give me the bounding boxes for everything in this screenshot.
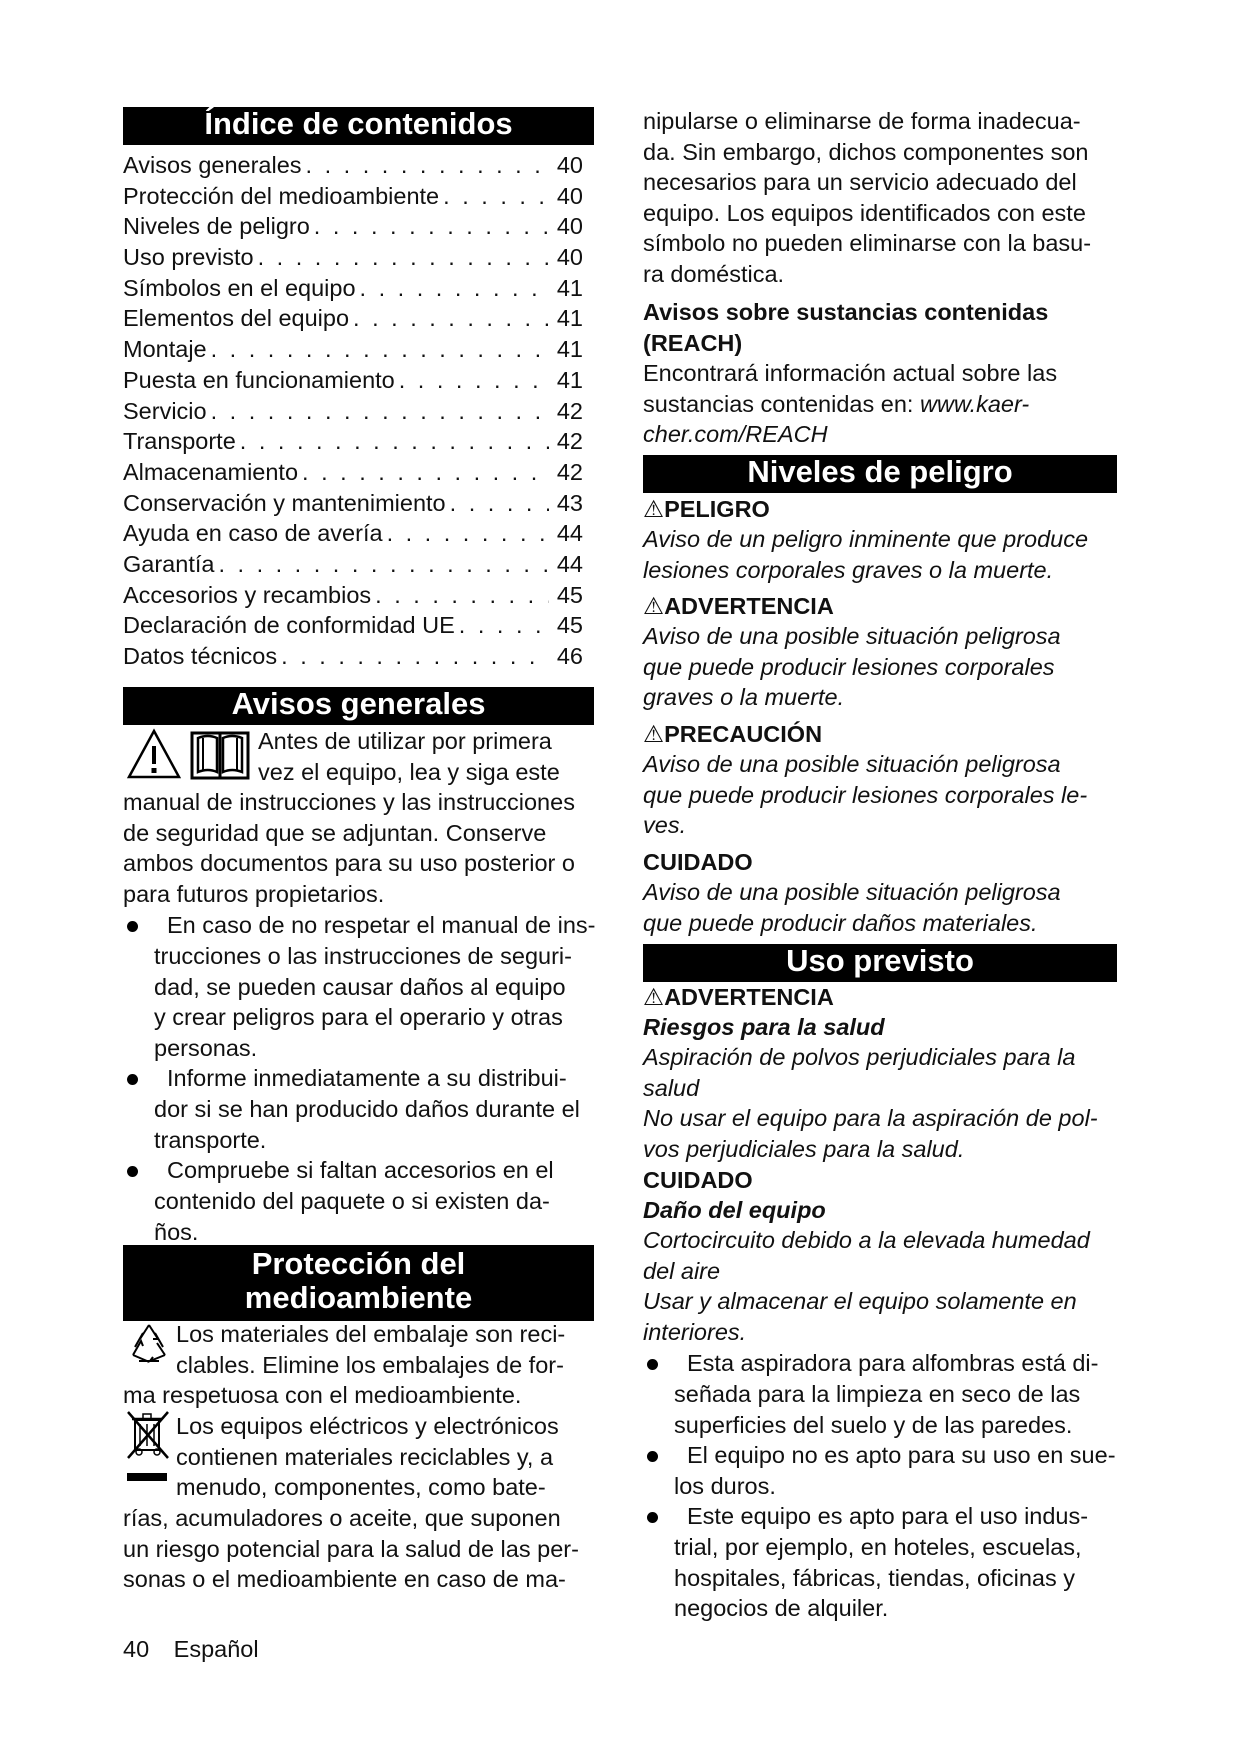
toc-dot-leader <box>240 426 549 456</box>
reach-heading: Avisos sobre sustancias contenidas (REACH) <box>643 299 1049 356</box>
toc-entry-page: 45 <box>556 612 583 639</box>
toc-entry <box>123 396 583 427</box>
toc-entry <box>123 365 583 396</box>
toc-entry <box>123 549 583 580</box>
toc-dot-leader <box>306 150 549 180</box>
toc-entry-page: 42 <box>556 458 583 485</box>
toc-entry <box>123 181 583 212</box>
toc-entry-label: Accesorios y recambios <box>123 581 372 608</box>
toc-dot-leader <box>459 610 549 640</box>
toc-entry-label: Puesta en funcionamiento <box>123 366 395 393</box>
footer-language: Español <box>173 1636 259 1662</box>
toc-entry <box>123 426 583 457</box>
toc-entry-page: 40 <box>556 152 583 178</box>
page-number: 40 <box>123 1636 150 1662</box>
toc-dot-leader <box>314 211 549 241</box>
bullet-icon <box>127 1074 138 1085</box>
toc-entry <box>123 273 583 304</box>
toc-entry-label: Uso previsto <box>123 244 254 271</box>
use-damage-text: Cortocircuito debido a la elevada humedad del aire Usar y almacenar el equipo solamente en interiores. <box>643 1227 1090 1345</box>
toc-heading: Índice de contenidos <box>123 107 594 145</box>
toc-entry <box>123 641 583 672</box>
toc-entry-label: Niveles de peligro <box>123 213 310 240</box>
toc-entry-label: Garantía <box>123 550 215 577</box>
toc-dot-leader <box>211 396 549 426</box>
bullet-icon <box>647 1451 658 1462</box>
toc-entry <box>123 518 583 549</box>
toc-entry-label: Símbolos en el equipo <box>123 274 356 301</box>
toc-entry-label: Avisos generales <box>123 152 302 178</box>
recycle-icon <box>127 1321 171 1372</box>
use-risk-heading: Riesgos para la salud <box>643 1014 885 1040</box>
bullet-icon <box>647 1359 658 1370</box>
danger-heading-peligro: ⚠PELIGRO <box>643 496 770 522</box>
toc-dot-leader <box>443 181 549 211</box>
toc-entry-label: Elementos del equipo <box>123 305 350 332</box>
general-intro-b: manual de instrucciones y las instrucciones de seguridad que se adjuntan. Conserve ambos documentos para su uso posterior o para futuros propietarios. <box>123 789 575 907</box>
toc-dot-leader <box>387 518 549 548</box>
general-intro-a: Antes de utilizar por primera vez el equipo, lea y siga este <box>258 728 560 785</box>
toc-entry-page: 45 <box>556 581 583 608</box>
bullet-icon <box>127 1166 138 1177</box>
toc-dot-leader <box>375 580 549 610</box>
toc-entry-page: 44 <box>556 520 583 547</box>
use-heading-cuidado: CUIDADO <box>643 1167 753 1193</box>
toc-dot-leader <box>258 242 549 272</box>
toc-entry-label: Declaración de conformidad UE <box>123 612 455 639</box>
env-paragraph-1a: Los materiales del embalaje son reci- clables. Elimine los embalajes de for- <box>176 1321 566 1378</box>
toc-dot-leader <box>302 457 549 487</box>
open-book-icon <box>190 728 250 787</box>
toc-dot-leader <box>218 549 549 579</box>
toc-dot-leader <box>360 273 549 303</box>
toc-entry <box>123 580 583 611</box>
warning-triangle-icon: ⚠ <box>643 593 665 619</box>
section-heading-danger-levels: Niveles de peligro <box>643 455 1117 493</box>
toc-dot-leader <box>281 641 549 671</box>
toc-entry <box>123 488 583 519</box>
section-heading-general-notices: Avisos generales <box>123 687 594 725</box>
toc-entry-page: 40 <box>556 182 583 209</box>
toc-entry <box>123 334 583 365</box>
warning-triangle-icon <box>126 728 182 785</box>
danger-text-advertencia: Aviso de una posible situación peligrosa que puede producir lesiones corporales graves o la muerte. <box>643 623 1061 711</box>
toc-entry-label: Servicio <box>123 397 207 424</box>
toc-entry <box>123 211 583 242</box>
use-risk-text: Aspiración de polvos perjudiciales para la salud No usar el equipo para la aspiración de pol- vos perjudiciales para la salud. <box>643 1044 1098 1162</box>
toc-entry-page: 41 <box>556 366 583 393</box>
toc-entry-page: 41 <box>556 274 583 301</box>
toc-entry-label: Datos técnicos <box>123 643 278 669</box>
toc-entry <box>123 457 583 488</box>
toc-entry-page: 42 <box>556 397 583 424</box>
toc-dot-leader <box>399 365 549 395</box>
toc-entry <box>123 303 583 334</box>
toc-entry <box>123 242 583 273</box>
env-paragraph-2a: Los equipos eléctricos y electrónicos contienen materiales reciclables y, a menudo, componentes, como bate- <box>176 1413 559 1501</box>
toc-entry-page: 44 <box>556 550 583 577</box>
toc-entry-label: Almacenamiento <box>123 458 299 485</box>
table-of-contents <box>123 150 583 672</box>
danger-heading-cuidado: CUIDADO <box>643 849 753 875</box>
toc-entry-page: 46 <box>556 643 583 669</box>
danger-text-peligro: Aviso de un peligro inminente que produce lesiones corporales graves o la muerte. <box>643 526 1089 583</box>
toc-entry <box>123 610 583 641</box>
danger-text-precaucion: Aviso de una posible situación peligrosa que puede producir lesiones corporales le- ves. <box>643 751 1088 839</box>
env-paragraph-2c: nipularse o eliminarse de forma inadecua- da. Sin embargo, dichos componentes son necesarios para un servicio adecuado del equipo. Los equipos identificados con este símbolo no pueden eliminarse con la basu- ra doméstica. <box>643 108 1092 287</box>
section-heading-intended-use: Uso previsto <box>643 944 1117 982</box>
toc-entry-page: 41 <box>556 305 583 332</box>
bullet-icon <box>647 1512 658 1523</box>
crossed-out-bin-icon <box>125 1410 171 1497</box>
toc-entry-label: Ayuda en caso de avería <box>123 520 383 547</box>
toc-entry-label: Transporte <box>123 428 236 455</box>
toc-entry-page: 43 <box>556 489 583 516</box>
toc-entry-label: Montaje <box>123 336 207 363</box>
section-heading-environment: Protección del medioambiente <box>123 1245 594 1321</box>
use-damage-heading: Daño del equipo <box>643 1197 826 1223</box>
warning-triangle-icon: ⚠ <box>643 984 665 1010</box>
warning-triangle-icon: ⚠ <box>643 721 665 747</box>
toc-entry-page: 42 <box>556 428 583 455</box>
toc-dot-leader <box>211 334 549 364</box>
toc-dot-leader <box>450 488 549 518</box>
env-paragraph-1b: ma respetuosa con el medioambiente. <box>123 1382 522 1408</box>
danger-heading-advertencia: ⚠ADVERTENCIA <box>643 593 834 619</box>
toc-entry <box>123 150 583 181</box>
toc-entry-page: 40 <box>556 213 583 240</box>
toc-entry-page: 40 <box>556 244 583 271</box>
bullet-icon <box>127 921 138 932</box>
warning-triangle-icon: ⚠ <box>643 496 665 522</box>
toc-entry-page: 41 <box>556 336 583 363</box>
reach-paragraph: Encontrará información actual sobre las sustancias contenidas en: www.kaer- cher.com/REACH <box>643 360 1058 448</box>
toc-entry-label: Protección del medioambiente <box>123 182 440 209</box>
page-footer <box>123 1636 259 1663</box>
env-paragraph-2b: rías, acumuladores o aceite, que suponen un riesgo potencial para la salud de las per- sonas o el medioambiente en caso de ma- <box>123 1505 579 1593</box>
toc-dot-leader <box>353 303 549 333</box>
danger-text-cuidado: Aviso de una posible situación peligrosa que puede producir daños materiales. <box>643 879 1061 936</box>
toc-entry-label: Conservación y mantenimiento <box>123 489 446 516</box>
use-heading-advertencia: ⚠ADVERTENCIA <box>643 984 834 1010</box>
danger-heading-precaucion: ⚠PRECAUCIÓN <box>643 721 823 747</box>
